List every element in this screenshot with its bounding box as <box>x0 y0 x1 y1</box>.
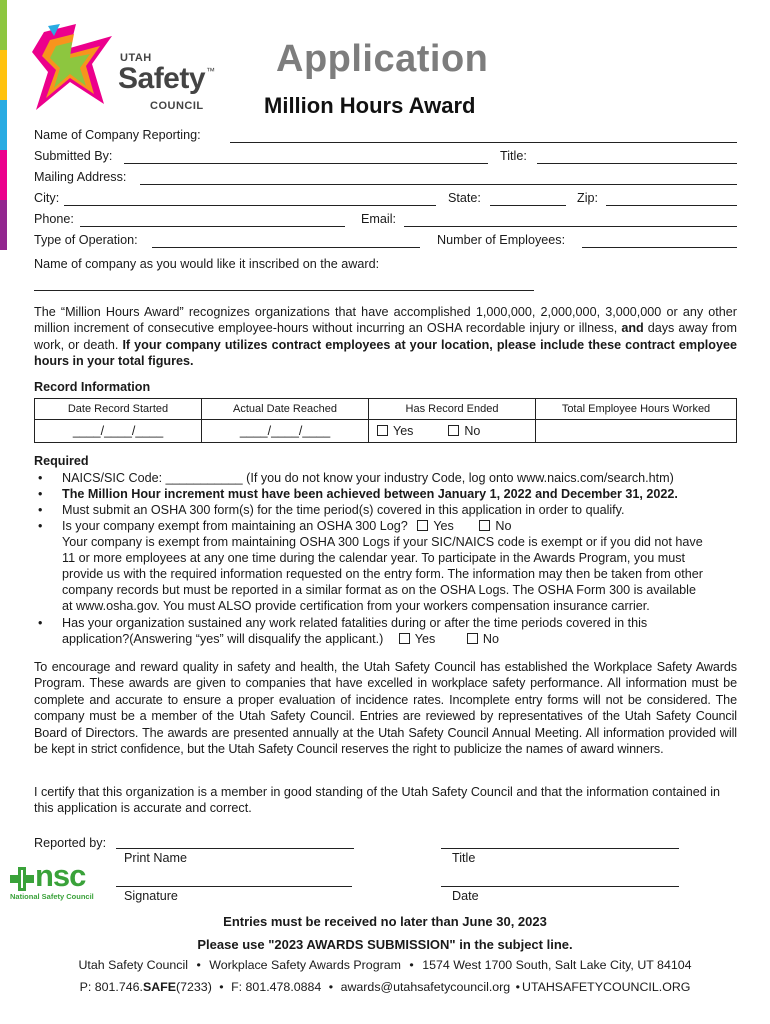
record-ended-no-checkbox[interactable] <box>448 425 459 436</box>
nsc-logo <box>10 858 110 904</box>
logo-council: COUNCIL <box>150 100 204 112</box>
record-input-row <box>35 420 737 443</box>
page-title: Application <box>276 38 489 80</box>
bullet-2: • <box>38 487 43 501</box>
naics-item: NAICS/SIC Code: ___________ (If you do not know your industry Code, log onto www.naics.com/search.htm) <box>62 471 674 485</box>
record-ended-yes-checkbox[interactable] <box>377 425 388 436</box>
color-bar-yellow <box>0 50 7 100</box>
col-total-hours: Total Employee Hours Worked <box>536 399 737 420</box>
nsc-cross-icon <box>10 867 34 891</box>
col-record-ended: Has Record Ended <box>369 399 536 420</box>
footer-phone-safe: SAFE <box>142 980 176 994</box>
record-ended-yes-label: Yes <box>393 424 414 438</box>
osha-forms-item: Must submit an OSHA 300 form(s) for the time period(s) covered in this application in order to qualify. <box>62 503 625 517</box>
mailing-label: Mailing Address: <box>34 170 127 184</box>
exempt-yes-checkbox[interactable] <box>417 520 428 531</box>
contact-line: P: 801.746.SAFE(7233) • F: 801.478.0884 • awards@utahsafetycouncil.org • UTAHSAFETYCOUNCIL.ORG <box>79 980 691 994</box>
print-name-label: Print Name <box>124 851 187 865</box>
title-label: Title: <box>500 149 527 163</box>
color-bar-blue <box>0 100 7 150</box>
inscribe-label: Name of company as you would like it inscribed on the award: <box>34 257 380 271</box>
exempt-line-4: company records but must be reported in a similar format as on the OSHA Logs. The OSHA Form 300 is available <box>62 583 696 597</box>
zip-label: Zip: <box>577 191 598 205</box>
fatal-no-label: No <box>482 632 499 646</box>
nsc-name: National Safety Council <box>10 892 94 901</box>
exempt-line-3: provide us with the required information requested on the entry form. The information may then be taken from other <box>62 567 703 581</box>
phone-label: Phone: <box>34 212 74 226</box>
employees-label: Number of Employees: <box>437 233 566 247</box>
color-bar-pink <box>0 150 7 200</box>
company-label: Name of Company Reporting: <box>34 128 201 142</box>
footer-fax: F: 801.478.0884 <box>231 980 322 994</box>
page-subtitle: Million Hours Award <box>264 93 476 118</box>
footer-phone-suffix: (7233) <box>176 980 212 994</box>
company-field[interactable] <box>230 142 737 143</box>
exempt-question <box>62 519 511 533</box>
city-label: City: <box>34 191 60 205</box>
email-label: Email: <box>361 212 396 226</box>
total-hours-input[interactable] <box>536 420 737 443</box>
reported-by-label: Reported by: <box>34 836 107 850</box>
nsc-mark: nsc <box>35 858 86 893</box>
record-table <box>34 398 737 443</box>
intro-text-1: The “Million Hours Award” recognizes organizations that have accomplished 1,000,000, 2,000,000, 3,000,000 or any other million increment of consecutive employee-hours without incurring an OSHA recordable injury or illness, <box>34 305 737 336</box>
bullet-1: • <box>38 471 43 485</box>
title-sign-field[interactable] <box>441 848 679 849</box>
bullet-3: • <box>38 503 43 517</box>
operation-label: Type of Operation: <box>34 233 138 247</box>
date-label: Date <box>452 889 479 903</box>
record-heading: Record Information <box>34 380 151 394</box>
bullet-4: • <box>38 519 43 533</box>
footer-email[interactable]: awards@utahsafetycouncil.org <box>340 980 511 994</box>
signature-label: Signature <box>124 889 178 903</box>
submitted-field[interactable] <box>124 163 488 164</box>
color-bar-purple <box>0 200 7 250</box>
color-bar-green <box>0 0 7 50</box>
col-date-reached: Actual Date Reached <box>202 399 369 420</box>
title-field[interactable] <box>537 163 737 164</box>
signature-field[interactable] <box>116 886 352 887</box>
exempt-line-1: Your company is exempt from maintaining OSHA 300 Logs if your SIC/NAICS code is exempt or if you did not have <box>62 535 703 549</box>
exempt-question-text: Is your company exempt from maintaining an OSHA 300 Log? <box>62 519 408 533</box>
fatal-no-checkbox[interactable] <box>467 633 478 644</box>
intro-contract-note: If your company utilizes contract employees at your location, please include these contract employee hours in your total figures. <box>34 337 737 369</box>
certify-paragraph: I certify that this organization is a member in good standing of the Utah Safety Council and that the information contained in this application is accurate and correct. <box>34 785 721 816</box>
intro-and: and <box>621 321 644 336</box>
footer-phone-prefix: P: 801.746. <box>79 980 143 994</box>
bullet-5: • <box>38 616 43 630</box>
footer-org: Utah Safety Council <box>78 958 188 972</box>
star-logo-icon <box>30 22 120 117</box>
record-ended-no-label: No <box>464 424 481 438</box>
city-field[interactable] <box>64 205 436 206</box>
record-header-row <box>35 399 737 420</box>
required-heading: Required <box>34 454 89 468</box>
exempt-no-label: No <box>495 519 512 533</box>
phone-field[interactable] <box>80 226 345 227</box>
email-field[interactable] <box>404 226 737 227</box>
print-name-field[interactable] <box>116 848 354 849</box>
inscribe-field[interactable] <box>34 290 534 291</box>
footer-program: Workplace Safety Awards Program <box>209 958 401 972</box>
state-field[interactable] <box>490 205 566 206</box>
record-ended-options <box>369 420 536 443</box>
logo-safety: Safety <box>118 62 206 95</box>
exempt-line-2: 11 or more employees at any one time during the calendar year. To participate in the Awards Program, you must <box>62 551 686 565</box>
employees-field[interactable] <box>582 247 737 248</box>
subject-text: Please use "2023 AWARDS SUBMISSION" in the subject line. <box>197 937 573 952</box>
date-field[interactable] <box>441 886 679 887</box>
increment-item: The Million Hour increment must have been achieved between January 1, 2022 and December 31, 2022. <box>62 487 678 501</box>
program-paragraph: To encourage and reward quality in safety and health, the Utah Safety Council has established the Workplace Safety Awards Program. These awards are given to companies that have excelled in workplace safety performance. All information must be complete and accurate to ensure a proper evaluation of incidence rates. Incomplete entry forms will not be considered. The company must be a member of the Utah Safety Council. Entries are reviewed by representatives of the Utah Safety Council Board of Directors. The awards are presented annually at the Utah Safety Council Annual Meeting. All information provided will be kept in strict confidence, but the Utah Safety Council reserves the right to publicize the names of award winners. <box>34 660 737 757</box>
intro-text-2: days away from work, or death. <box>34 321 738 352</box>
submitted-label: Submitted By: <box>34 149 113 163</box>
fatal-line-2 <box>62 632 499 646</box>
deadline-text: Entries must be received no later than June 30, 2023 <box>223 914 547 929</box>
zip-field[interactable] <box>606 205 737 206</box>
date-started-input[interactable]: ____/____/____ <box>35 420 202 443</box>
utah-safety-council-logo <box>30 22 220 122</box>
mailing-field[interactable] <box>140 184 737 185</box>
title-sign-label: Title <box>452 851 476 865</box>
logo-tm: ™ <box>206 66 215 76</box>
footer-address: 1574 West 1700 South, Salt Lake City, UT 84104 <box>422 958 692 972</box>
footer-website[interactable]: UTAHSAFETYCOUNCIL.ORG <box>522 980 691 994</box>
exempt-yes-label: Yes <box>433 519 454 533</box>
exempt-line-5: at www.osha.gov. You must ALSO provide certification from your workers compensation insurance carrier. <box>62 599 650 613</box>
address-line: Utah Safety Council • Workplace Safety Awards Program • 1574 West 1700 South, Salt Lake City, UT 84104 <box>78 958 692 972</box>
logo-utah: UTAH <box>120 52 152 64</box>
operation-field[interactable] <box>152 247 420 248</box>
state-label: State: <box>448 191 481 205</box>
exempt-no-checkbox[interactable] <box>479 520 490 531</box>
fatal-yes-checkbox[interactable] <box>399 633 410 644</box>
intro-paragraph <box>34 304 737 370</box>
fatal-yes-label: Yes <box>414 632 436 646</box>
fatal-question-text: application?(Answering “yes” will disqualify the applicant.) <box>62 632 384 646</box>
col-date-started: Date Record Started <box>35 399 202 420</box>
fatal-line-1: Has your organization sustained any work related fatalities during or after the time periods covered in this <box>62 616 648 630</box>
date-reached-input[interactable]: ____/____/____ <box>202 420 369 443</box>
